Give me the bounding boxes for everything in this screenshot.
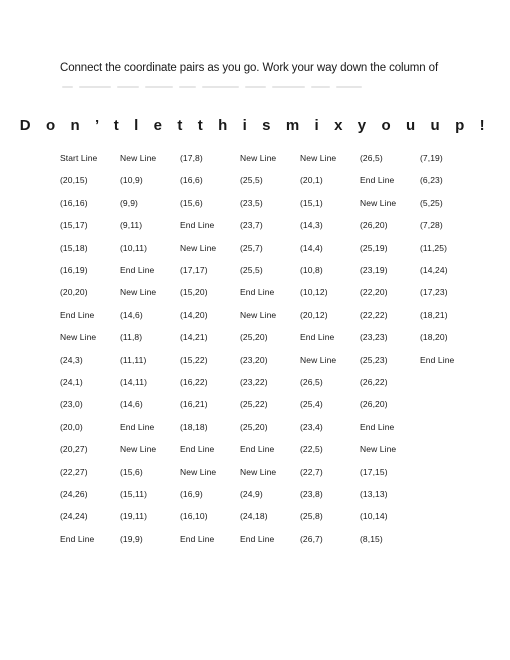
coordinate-cell: (16,19) [60, 265, 88, 275]
coordinate-cell: (15,18) [60, 242, 88, 253]
coordinate-cell: (25,8) [300, 511, 323, 522]
coordinate-cell: End Line [120, 265, 155, 275]
coordinate-cell: (16,16) [60, 197, 88, 208]
coordinate-cell: (15,20) [180, 287, 208, 298]
coordinate-cell: New Line [180, 242, 217, 253]
coordinate-cell: End Line [240, 444, 275, 455]
coordinate-cell: (9,9) [120, 197, 138, 208]
coordinate-cell: (25,5) [240, 265, 263, 275]
coordinate-cell: New Line [120, 153, 157, 163]
coordinate-cell: (15,11) [120, 489, 148, 499]
coordinate-cell: (24,24) [60, 511, 88, 522]
coordinate-cell: (14,3) [300, 220, 323, 231]
coordinate-cell: (23,4) [300, 421, 323, 432]
coordinate-cell: (24,1) [60, 377, 83, 387]
coordinate-cell: (26,5) [300, 377, 323, 387]
coordinate-cell: (22,5) [300, 444, 323, 455]
coordinate-cell: (7,28) [420, 220, 443, 231]
coordinate-cell: (24,18) [240, 511, 268, 522]
coordinate-cell: (23,7) [240, 220, 263, 231]
coordinate-cell: End Line [120, 421, 155, 432]
coordinate-cell: (14,4) [300, 242, 323, 253]
coordinate-cell: End Line [180, 444, 215, 455]
coordinate-cell: End Line [240, 533, 275, 544]
coordinate-cell: (20,15) [60, 175, 88, 186]
coordinate-cell: New Line [240, 309, 277, 320]
coordinate-cell: (20,0) [60, 421, 83, 432]
coordinate-cell: (23,0) [60, 399, 83, 410]
coordinate-cell: (7,19) [420, 153, 443, 163]
coordinate-cell: (16,21) [180, 399, 208, 410]
coordinate-cell: (25,7) [240, 242, 263, 253]
coordinate-cell: (14,6) [120, 309, 143, 320]
coordinate-cell: (19,11) [120, 511, 148, 522]
coordinate-cell: New Line [300, 354, 337, 365]
coordinate-cell: (26,5) [360, 153, 383, 163]
coordinate-cell: (8,15) [360, 533, 383, 544]
coordinate-cell: (17,17) [180, 265, 208, 275]
coordinate-cell: (17,8) [180, 153, 203, 163]
coordinate-cell: (11,11) [120, 354, 147, 365]
coordinate-cell: (15,17) [60, 220, 88, 231]
coordinate-cell: (10,11) [120, 242, 148, 253]
coordinate-cell: Start Line [60, 153, 98, 163]
coordinate-cell: (16,9) [180, 489, 203, 499]
coordinate-cell: (24,26) [60, 489, 88, 499]
coordinate-cell: (23,19) [360, 265, 388, 275]
coordinate-cell: (19,9) [120, 533, 143, 544]
coordinate-cell: (11,25) [420, 242, 448, 253]
coordinate-cell: New Line [120, 444, 157, 455]
coordinate-cell: (15,22) [180, 354, 208, 365]
coordinate-cell: (14,21) [180, 332, 208, 343]
coordinate-cell: (14,6) [120, 399, 143, 410]
coordinate-cell: End Line [60, 533, 95, 544]
coordinate-cell: End Line [180, 220, 215, 231]
coordinate-cell: End Line [180, 533, 215, 544]
coordinate-cell: (10,8) [300, 265, 323, 275]
coordinate-cell: End Line [60, 309, 95, 320]
coordinate-cell: (22,27) [60, 466, 88, 477]
coordinate-cell: New Line [120, 287, 157, 298]
coordinate-cell: (10,14) [360, 511, 388, 522]
coordinate-cell: (14,20) [180, 309, 208, 320]
coordinate-cell: (10,9) [120, 175, 143, 186]
coordinate-cell: (14,11) [120, 377, 148, 387]
coordinate-cell: End Line [300, 332, 335, 343]
coordinate-cell: (18,20) [420, 332, 448, 343]
coordinate-cell: (15,6) [120, 466, 143, 477]
coordinate-cell: (16,10) [180, 511, 208, 522]
coordinate-cell: New Line [360, 444, 397, 455]
coordinate-cell: (25,22) [240, 399, 268, 410]
coordinate-cell: (26,20) [360, 399, 388, 410]
coordinate-cell: (23,22) [240, 377, 268, 387]
coordinate-cell: (17,23) [420, 287, 448, 298]
coordinate-cell: (16,6) [180, 175, 203, 186]
coordinate-cell: (20,27) [60, 444, 88, 455]
coordinate-cell: (20,12) [300, 309, 328, 320]
coordinate-cell: (16,22) [180, 377, 208, 387]
coordinate-cell: (25,4) [300, 399, 323, 410]
coordinate-cell: New Line [300, 153, 337, 163]
coordinate-cell: (26,22) [360, 377, 388, 387]
coordinate-cell: (24,3) [60, 354, 83, 365]
coordinate-cell: (23,8) [300, 489, 323, 499]
coordinate-cell: (20,1) [300, 175, 323, 186]
coordinate-cell: (18,21) [420, 309, 448, 320]
coordinate-cell: End Line [360, 421, 395, 432]
coordinate-cell: (25,20) [240, 332, 268, 343]
coordinate-cell: (15,1) [300, 197, 323, 208]
coordinate-cell: (23,20) [240, 354, 268, 365]
coordinate-cell: (25,20) [240, 421, 268, 432]
coordinate-cell: (26,20) [360, 220, 388, 231]
coordinate-cell: (15,6) [180, 197, 203, 208]
coordinate-cell: End Line [240, 287, 275, 298]
coordinate-cell: (5,25) [420, 197, 443, 208]
coordinate-cell: (24,9) [240, 489, 263, 499]
coordinate-cell: (25,23) [360, 354, 388, 365]
coordinate-cell: (14,24) [420, 265, 448, 275]
coordinate-cell: New Line [180, 466, 217, 477]
coordinate-cell: New Line [240, 153, 277, 163]
coordinate-cell: (25,5) [240, 175, 263, 186]
instruction-text: Connect the coordinate pairs as you go. Work your way down the column of [60, 62, 439, 74]
coordinate-cell: (13,13) [360, 489, 388, 499]
coordinate-cell: (22,20) [360, 287, 388, 298]
coordinate-cell: (6,23) [420, 175, 443, 186]
coordinate-cell: New Line [360, 197, 397, 208]
worksheet-title: D o n ’ t l e t t h i s m i x y o u u p ! [19, 117, 491, 134]
coordinate-cell: (9,11) [120, 220, 143, 231]
coordinate-cell: New Line [240, 466, 277, 477]
coordinate-cell: (22,22) [360, 309, 388, 320]
faded-instruction-line [62, 84, 362, 89]
coordinate-cell: (23,23) [360, 332, 388, 343]
coordinate-cell: (17,15) [360, 466, 388, 477]
coordinate-cell: (11,8) [120, 332, 143, 343]
coordinate-cell: (23,5) [240, 197, 263, 208]
coordinate-cell: End Line [420, 354, 455, 365]
coordinate-cell: (22,7) [300, 466, 323, 477]
coordinate-cell: (25,19) [360, 242, 388, 253]
coordinate-cell: New Line [60, 332, 97, 343]
coordinate-cell: (20,20) [60, 287, 88, 298]
coordinate-cell: End Line [360, 175, 395, 186]
coordinate-cell: (10,12) [300, 287, 328, 298]
coordinate-cell: (26,7) [300, 533, 323, 544]
coordinate-cell: (18,18) [180, 421, 208, 432]
